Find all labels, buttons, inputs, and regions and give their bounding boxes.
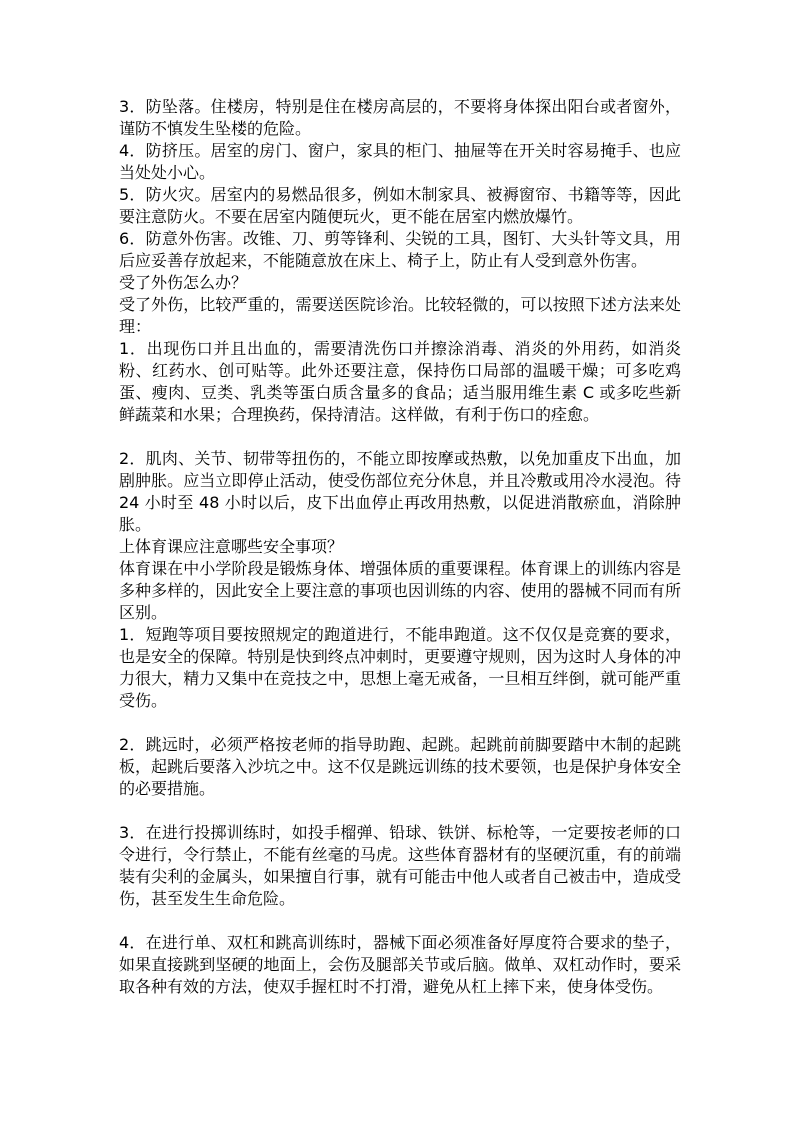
document-page [119, 96, 681, 998]
paragraph-bars: 4．在进行单、双杠和跳高训练时，器械下面必须准备好厚度符合要求的垫子，如果直接跳到坚硬的地面上，会伤及腿部关节或后脑。做单、双杠动作时，要采取各种有效的方法，使双手握杠时不打滑，避免从杠上摔下来，使身体受伤。 [119, 933, 681, 996]
paragraph-throwing: 3．在进行投掷训练时，如投手榴弹、铅球、铁饼、标枪等，一定要按老师的口令进行，令行禁止，不能有丝毫的马虎。这些体育器材有的坚硬沉重，有的前端装有尖利的金属头，如果擅自行事，就有可能击中他人或者自己被击中，造成受伤，甚至发生生命危险。 [119, 823, 681, 908]
paragraph-injury-intro: 受了外伤，比较严重的，需要送医院诊治。比较轻微的，可以按照下述方法来处理： [119, 295, 681, 336]
paragraph-bleeding-wound: 1．出现伤口并且出血的，需要清洗伤口并擦涂消毒、消炎的外用药，如消炎粉、红药水、创可贴等。此外还要注意，保持伤口局部的温暖干燥；可多吃鸡蛋、瘦肉、豆类、乳类等蛋白质含量多的食品；适当服用维生素 C 或多吃些新鲜蔬菜和水果；合理换药，保持清洁。这样做，有利于伤口的痊愈。 [119, 339, 681, 424]
paragraph-pinch-prevention: 4．防挤压。居室的房门、窗户，家具的柜门、抽屉等在开关时容易掩手、也应当处处小心。 [119, 141, 681, 182]
paragraph-sprain: 2．肌肉、关节、韧带等扭伤的，不能立即按摩或热敷，以免加重皮下出血，加剧肿胀。应当立即停止活动，使受伤部位充分休息，并且冷敷或用冷水浸泡。待 24 小时至 48 小时以后，皮下出血停止再改用热敷，以促进消散瘀血，消除肿胀。 [119, 449, 681, 534]
heading-pe-safety: 上体育课应注意哪些安全事项？ [119, 537, 344, 556]
paragraph-spacer [119, 800, 681, 822]
paragraph-pe-intro: 体育课在中小学阶段是锻炼身体、增强体质的重要课程。体育课上的训练内容是多种多样的，因此安全上要注意的事项也因训练的内容、使用的器械不同而有所区别。 [119, 559, 681, 622]
paragraph-long-jump: 2．跳远时，必须严格按老师的指导助跑、起跳。起跳前前脚要踏中木制的起跳板，起跳后要落入沙坑之中。这不仅是跳远训练的技术要领，也是保护身体安全的必要措施。 [119, 735, 681, 798]
heading-injury-care: 受了外伤怎么办？ [119, 273, 248, 292]
paragraph-spacer [119, 712, 681, 734]
paragraph-fire-prevention: 5．防火灾。居室内的易燃品很多，例如木制家具、被褥窗帘、书籍等等，因此要注意防火。不要在居室内随便玩火，更不能在居室内燃放爆竹。 [119, 185, 681, 226]
paragraph-spacer [119, 426, 681, 448]
paragraph-accident-prevention: 6．防意外伤害。改锥、刀、剪等锋利、尖锐的工具，图钉、大头针等文具，用后应妥善存放起来，不能随意放在床上、椅子上，防止有人受到意外伤害。 [119, 229, 681, 270]
paragraph-sprint: 1．短跑等项目要按照规定的跑道进行，不能串跑道。这不仅仅是竞赛的要求，也是安全的保障。特别是快到终点冲刺时，更要遵守规则，因为这时人身体的冲力很大，精力又集中在竞技之中，思想上毫无戒备，一旦相互绊倒，就可能严重受伤。 [119, 625, 681, 710]
paragraph-fall-prevention: 3．防坠落。住楼房，特别是住在楼房高层的，不要将身体探出阳台或者窗外，谨防不慎发生坠楼的危险。 [119, 97, 681, 138]
paragraph-spacer [119, 910, 681, 932]
